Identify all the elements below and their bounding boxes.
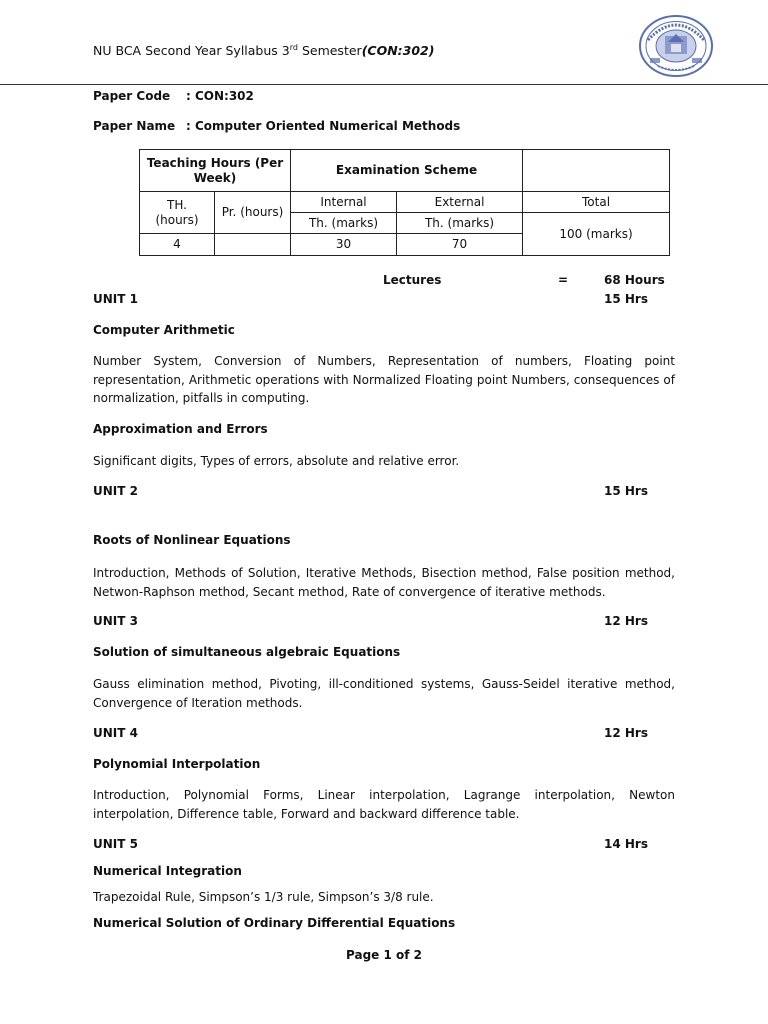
header-title-sup: rd <box>289 43 298 52</box>
total-header: Total <box>523 192 670 213</box>
internal-header: Internal <box>291 192 397 213</box>
unit-5-paragraph-1: Trapezoidal Rule, Simpson’s 1/3 rule, Simpson’s 3/8 rule. <box>93 890 434 904</box>
unit-1-heading-1: Computer Arithmetic <box>93 323 235 337</box>
unit-1-title: UNIT 1 <box>93 292 138 306</box>
unit-3-title: UNIT 3 <box>93 614 138 628</box>
external-header: External <box>397 192 523 213</box>
paper-name-value: : Computer Oriented Numerical Methods <box>186 119 461 133</box>
unit-4-heading-1: Polynomial Interpolation <box>93 757 261 771</box>
lectures-label: Lectures <box>383 273 442 287</box>
unit-3-hours: 12 Hrs <box>604 614 648 628</box>
lectures-equals: = <box>558 273 569 287</box>
document-header <box>93 43 434 58</box>
unit-1-heading-2: Approximation and Errors <box>93 422 268 436</box>
unit-5-title: UNIT 5 <box>93 837 138 851</box>
external-value: 70 <box>397 234 523 256</box>
pr-hours-value <box>215 234 291 256</box>
unit-2-title: UNIT 2 <box>93 484 138 498</box>
unit-4-hours: 12 Hrs <box>604 726 648 740</box>
header-course-code: (CON:302) <box>361 43 435 59</box>
unit-5-heading-1: Numerical Integration <box>93 864 242 878</box>
unit-1-hours: 15 Hrs <box>604 292 648 306</box>
header-title-prefix: NU BCA Second Year Syllabus 3 <box>93 43 290 59</box>
header-title-mid: Semester <box>297 43 362 59</box>
university-seal-logo <box>638 14 714 78</box>
paper-name-label: Paper Name <box>93 119 176 133</box>
page-number: Page 1 of 2 <box>346 948 422 962</box>
unit-1-paragraph-2: Significant digits, Types of errors, absolute and relative error. <box>93 454 460 468</box>
unit-5-hours: 14 Hrs <box>604 837 648 851</box>
teaching-hours-header: Teaching Hours (Per Week) <box>140 150 291 192</box>
unit-4-title: UNIT 4 <box>93 726 138 740</box>
exam-scheme-header: Examination Scheme <box>291 150 523 192</box>
pr-hours-header: Pr. (hours) <box>215 192 291 234</box>
th-hours-header: TH. (hours) <box>140 192 215 234</box>
internal-marks-header: Th. (marks) <box>291 213 397 234</box>
th-hours-value: 4 <box>140 234 215 256</box>
external-marks-header: Th. (marks) <box>397 213 523 234</box>
unit-5-heading-2: Numerical Solution of Ordinary Differential Equations <box>93 916 456 930</box>
unit-3-paragraph-1: Gauss elimination method, Pivoting, ill-conditioned systems, Gauss-Seidel iterative method, Convergence of Iteration methods. <box>93 677 675 710</box>
unit-2-hours: 15 Hrs <box>604 484 648 498</box>
blank-header-cell <box>523 150 670 192</box>
header-divider <box>0 84 768 85</box>
examination-scheme-table <box>139 149 670 256</box>
unit-3-heading-1: Solution of simultaneous algebraic Equations <box>93 645 401 659</box>
unit-2-paragraph-1: Introduction, Methods of Solution, Iterative Methods, Bisection method, False position method, Netwon-Raphson method, Secant method, Rate of convergence of iterative methods. <box>93 566 675 599</box>
internal-value: 30 <box>291 234 397 256</box>
total-value: 100 (marks) <box>523 213 670 256</box>
unit-2-heading-1: Roots of Nonlinear Equations <box>93 533 291 547</box>
unit-1-paragraph-1: Number System, Conversion of Numbers, Representation of numbers, Floating point representation, Arithmetic operations with Normalized Floating point Numbers, consequences of normalization, pitfalls in computing. <box>93 354 675 405</box>
unit-4-paragraph-1: Introduction, Polynomial Forms, Linear interpolation, Lagrange interpolation, Newton interpolation, Difference table, Forward and backward difference table. <box>93 788 675 821</box>
paper-code-value: : CON:302 <box>186 89 254 103</box>
lectures-total-hours: 68 Hours <box>604 273 665 287</box>
paper-code-label: Paper Code <box>93 89 171 103</box>
